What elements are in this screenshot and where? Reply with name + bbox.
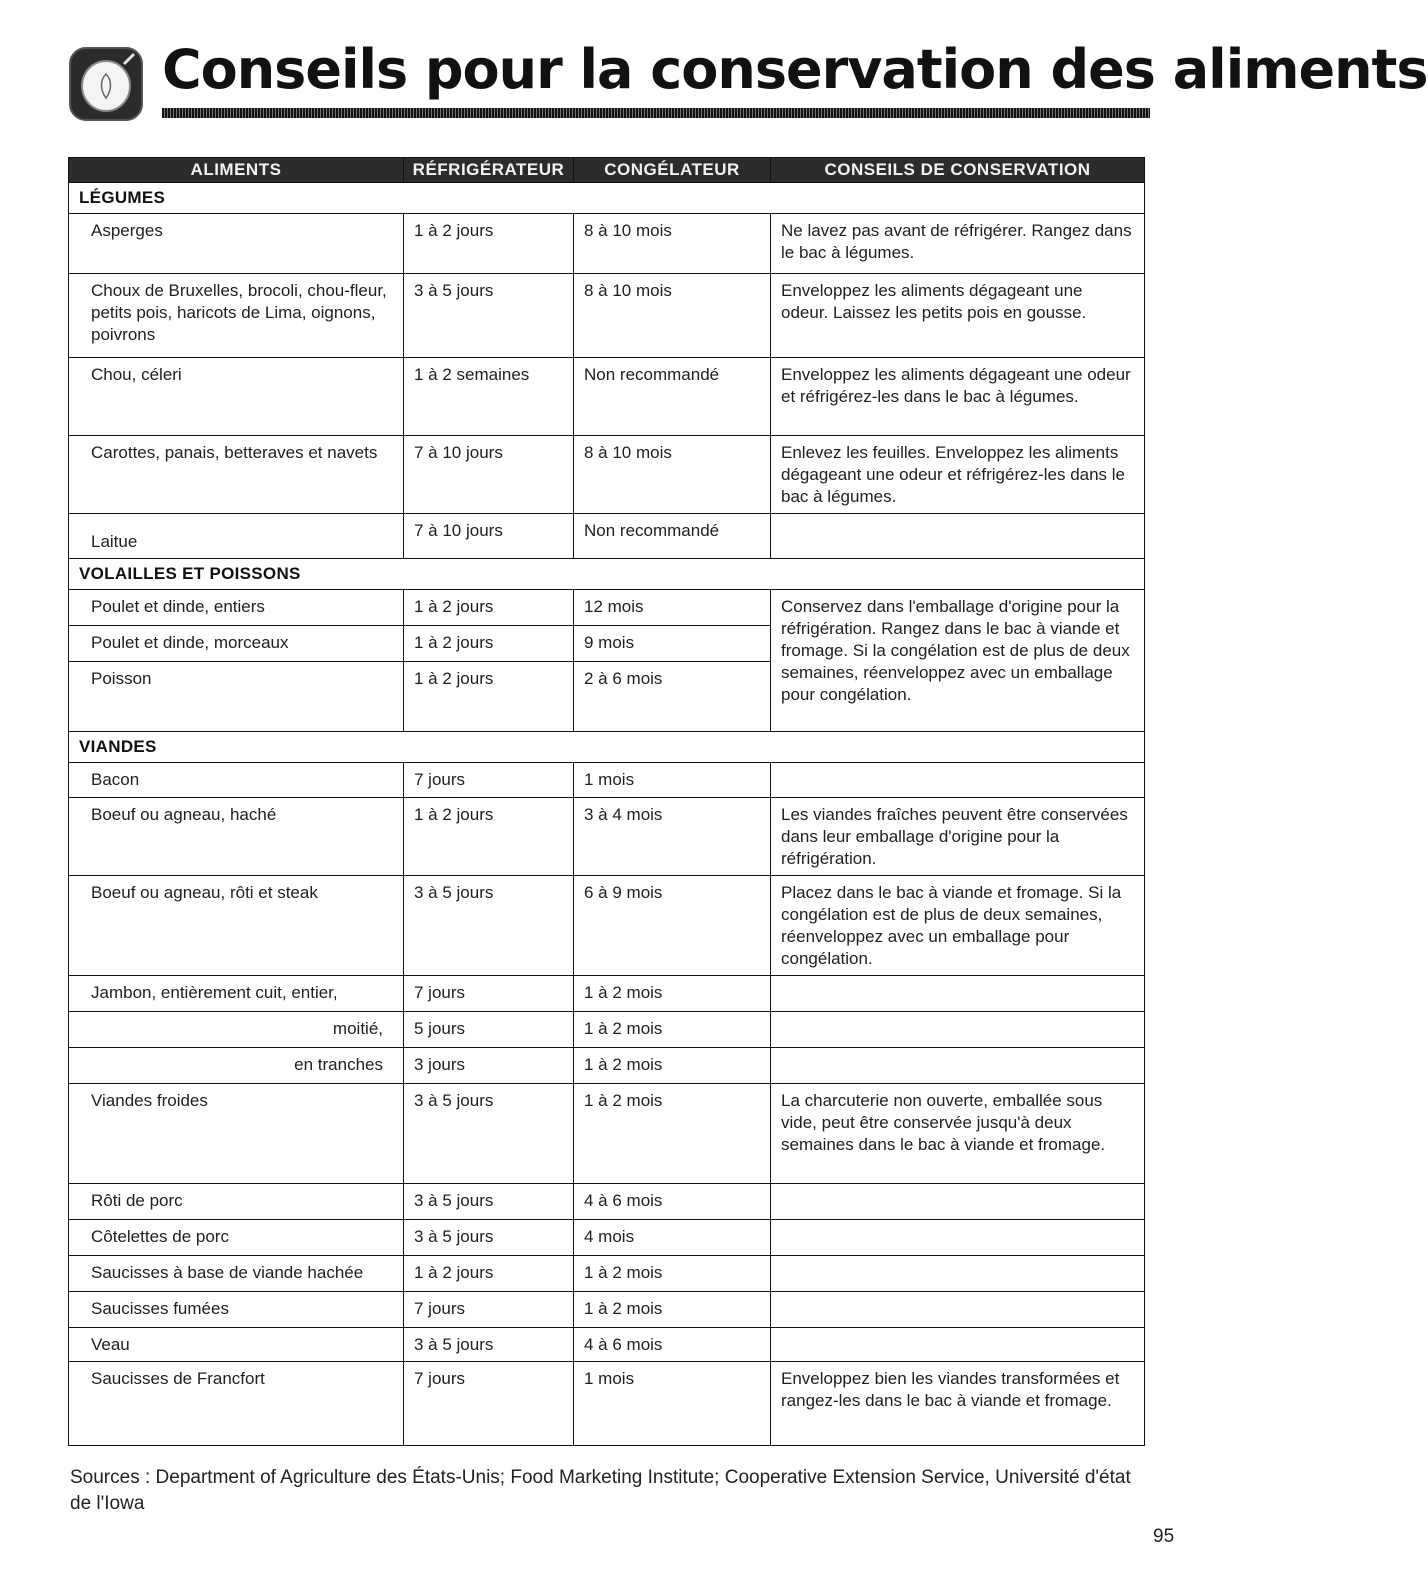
fridge-duration: 3 jours: [404, 1048, 574, 1084]
fridge-duration: 1 à 2 jours: [404, 626, 574, 662]
storage-tip: [771, 1012, 1145, 1048]
section-row-legumes: [69, 183, 1145, 214]
fridge-duration: 7 à 10 jours: [404, 436, 574, 514]
food-item: Poulet et dinde, morceaux: [69, 626, 404, 662]
storage-tip: Enveloppez bien les viandes transformées et rangez-les dans le bac à viande et fromage.: [771, 1362, 1145, 1446]
freezer-duration: 4 mois: [574, 1220, 771, 1256]
food-item: Saucisses à base de viande hachée: [69, 1256, 404, 1292]
food-item: Bacon: [69, 763, 404, 798]
food-item: en tranches: [69, 1048, 404, 1084]
freezer-duration: 4 à 6 mois: [574, 1328, 771, 1362]
storage-tip: [771, 1328, 1145, 1362]
freezer-duration: 1 mois: [574, 1362, 771, 1446]
fridge-duration: 3 à 5 jours: [404, 1328, 574, 1362]
section-heading-volailles: VOLAILLES ET POISSONS: [69, 559, 1145, 590]
freezer-duration: 3 à 4 mois: [574, 798, 771, 876]
freezer-duration: 9 mois: [574, 626, 771, 662]
table-row: [69, 876, 1145, 976]
storage-tip: [771, 1256, 1145, 1292]
storage-tip: Enveloppez les aliments dégageant une odeur et réfrigérez-les dans le bac à légumes.: [771, 358, 1145, 436]
page-number: 95: [1153, 1526, 1175, 1547]
storage-tip: [771, 514, 1145, 559]
freezer-duration: 1 à 2 mois: [574, 1048, 771, 1084]
storage-tip: Enveloppez les aliments dégageant une odeur. Laissez les petits pois en gousse.: [771, 274, 1145, 358]
table-row: [69, 1048, 1145, 1084]
fridge-duration: 3 à 5 jours: [404, 1220, 574, 1256]
fridge-duration: 7 jours: [404, 976, 574, 1012]
freezer-duration: Non recommandé: [574, 358, 771, 436]
food-item: Poisson: [69, 662, 404, 732]
table-row: [69, 976, 1145, 1012]
food-item: Choux de Bruxelles, brocoli, chou-fleur, petits pois, haricots de Lima, oignons, poivrons: [69, 274, 404, 358]
fridge-duration: 3 à 5 jours: [404, 274, 574, 358]
food-item: Rôti de porc: [69, 1184, 404, 1220]
table-row: [69, 358, 1145, 436]
freezer-duration: Non recommandé: [574, 514, 771, 559]
freezer-duration: 4 à 6 mois: [574, 1184, 771, 1220]
food-item: Asperges: [69, 214, 404, 274]
section-row-volailles: [69, 559, 1145, 590]
freezer-duration: 1 à 2 mois: [574, 1292, 771, 1328]
storage-tip: Placez dans le bac à viande et fromage. Si la congélation est de plus de deux semaines, réenveloppez avec un emballage pour congélation.: [771, 876, 1145, 976]
storage-tip: [771, 976, 1145, 1012]
section-row-viandes: [69, 732, 1145, 763]
section-heading-legumes: LÉGUMES: [69, 183, 1145, 214]
table-row: [69, 1184, 1145, 1220]
table-row: [69, 436, 1145, 514]
food-item: Côtelettes de porc: [69, 1220, 404, 1256]
storage-tip: [771, 1220, 1145, 1256]
food-item: Veau: [69, 1328, 404, 1362]
food-item: Viandes froides: [69, 1084, 404, 1184]
freezer-duration: 8 à 10 mois: [574, 274, 771, 358]
table-row: [69, 1220, 1145, 1256]
fridge-duration: 3 à 5 jours: [404, 876, 574, 976]
food-item: Saucisses fumées: [69, 1292, 404, 1328]
table-row: [69, 590, 1145, 626]
freezer-duration: 8 à 10 mois: [574, 214, 771, 274]
food-item: Jambon, entièrement cuit, entier,: [69, 976, 404, 1012]
freezer-duration: 2 à 6 mois: [574, 662, 771, 732]
storage-tip: [771, 1184, 1145, 1220]
table-row: [69, 1328, 1145, 1362]
food-item: Laitue: [69, 514, 404, 559]
table-header-row: [69, 158, 1145, 183]
table-row: [69, 1292, 1145, 1328]
fridge-duration: 1 à 2 jours: [404, 214, 574, 274]
table-row: [69, 1012, 1145, 1048]
freezer-duration: 1 à 2 mois: [574, 1256, 771, 1292]
storage-tip: Ne lavez pas avant de réfrigérer. Rangez dans le bac à légumes.: [771, 214, 1145, 274]
fridge-duration: 5 jours: [404, 1012, 574, 1048]
table-row: [69, 763, 1145, 798]
section-heading-viandes: VIANDES: [69, 732, 1145, 763]
page-title: Conseils pour la conservation des aliments: [162, 38, 1428, 101]
food-item: Carottes, panais, betteraves et navets: [69, 436, 404, 514]
storage-tip: Enlevez les feuilles. Enveloppez les aliments dégageant une odeur et réfrigérez-les dans le bac à légumes.: [771, 436, 1145, 514]
title-underline: [162, 108, 1150, 118]
fridge-duration: 3 à 5 jours: [404, 1184, 574, 1220]
storage-table: [68, 157, 1145, 1446]
freezer-duration: 1 à 2 mois: [574, 1084, 771, 1184]
food-storage-logo-icon: [66, 44, 146, 124]
storage-tip: Les viandes fraîches peuvent être conservées dans leur emballage d'origine pour la réfrigération.: [771, 798, 1145, 876]
freezer-duration: 1 à 2 mois: [574, 1012, 771, 1048]
fridge-duration: 1 à 2 jours: [404, 662, 574, 732]
freezer-duration: 8 à 10 mois: [574, 436, 771, 514]
fridge-duration: 1 à 2 jours: [404, 1256, 574, 1292]
fridge-duration: 7 jours: [404, 1362, 574, 1446]
food-item: Poulet et dinde, entiers: [69, 590, 404, 626]
food-item: Boeuf ou agneau, rôti et steak: [69, 876, 404, 976]
table-row: [69, 798, 1145, 876]
table-row: [69, 1084, 1145, 1184]
fridge-duration: 7 jours: [404, 1292, 574, 1328]
page-header: [66, 38, 1428, 128]
fridge-duration: 1 à 2 jours: [404, 798, 574, 876]
sources-note: Sources : Department of Agriculture des États-Unis; Food Marketing Institute; Cooperative Extension Service, Université d'état de l'Iowa: [70, 1467, 1131, 1514]
fridge-duration: 7 jours: [404, 763, 574, 798]
storage-tip: [771, 1292, 1145, 1328]
table-row: [69, 214, 1145, 274]
freezer-duration: 1 mois: [574, 763, 771, 798]
table-row: [69, 1256, 1145, 1292]
storage-tip: [771, 1048, 1145, 1084]
col-header-congelateur: CONGÉLATEUR: [574, 158, 771, 183]
storage-tip: Conservez dans l'emballage d'origine pour la réfrigération. Rangez dans le bac à viande et fromage. Si la congélation est de plus de deux semaines, réenveloppez avec un emballage pour congélation.: [771, 590, 1145, 732]
food-item: Chou, céleri: [69, 358, 404, 436]
col-header-refrigerateur: RÉFRIGÉRATEUR: [404, 158, 574, 183]
fridge-duration: 7 à 10 jours: [404, 514, 574, 559]
freezer-duration: 12 mois: [574, 590, 771, 626]
table-row: [69, 1362, 1145, 1446]
fridge-duration: 1 à 2 semaines: [404, 358, 574, 436]
table-row: [69, 514, 1145, 559]
food-item: moitié,: [69, 1012, 404, 1048]
storage-tip: La charcuterie non ouverte, emballée sous vide, peut être conservée jusqu'à deux semaines dans le bac à viande et fromage.: [771, 1084, 1145, 1184]
freezer-duration: 6 à 9 mois: [574, 876, 771, 976]
table-row: [69, 274, 1145, 358]
freezer-duration: 1 à 2 mois: [574, 976, 771, 1012]
food-item: Saucisses de Francfort: [69, 1362, 404, 1446]
col-header-aliments: ALIMENTS: [69, 158, 404, 183]
food-item: Boeuf ou agneau, haché: [69, 798, 404, 876]
fridge-duration: 1 à 2 jours: [404, 590, 574, 626]
storage-tip: [771, 763, 1145, 798]
col-header-conseils: CONSEILS DE CONSERVATION: [771, 158, 1145, 183]
fridge-duration: 3 à 5 jours: [404, 1084, 574, 1184]
